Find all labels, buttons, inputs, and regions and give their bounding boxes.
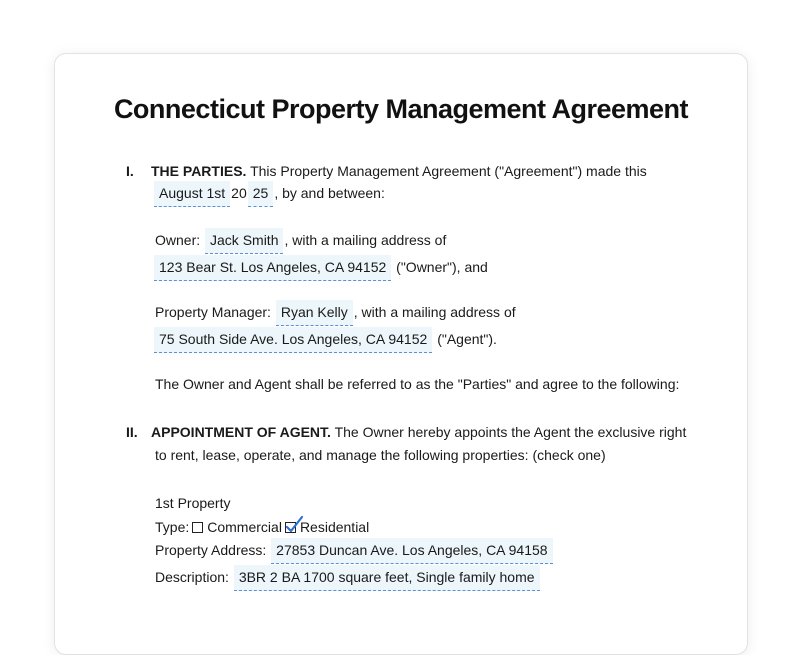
agreement-date-line: [153, 181, 385, 207]
parties-intro-text: This Property Management Agreement ("Agreement") made this: [250, 163, 647, 179]
year-prefix: 20: [231, 185, 247, 201]
commercial-option-label: Commercial: [207, 519, 282, 535]
property-address-field[interactable]: 27853 Duncan Ave. Los Angeles, CA 94158: [271, 538, 552, 564]
agreement-date-field[interactable]: August 1st: [154, 181, 230, 207]
manager-name-field[interactable]: Ryan Kelly: [276, 300, 353, 326]
section-numeral-appointment: II.: [126, 424, 138, 440]
date-line-end: , by and between:: [274, 185, 385, 201]
manager-label: Property Manager:: [155, 304, 271, 320]
property-description-line: [155, 565, 541, 591]
section-numeral-parties: I.: [126, 163, 134, 179]
manager-address-line: [153, 327, 497, 353]
owner-name-line: [155, 228, 446, 254]
appointment-line-1: [151, 422, 686, 442]
owner-address-line: [153, 255, 488, 281]
document-page: [54, 53, 748, 655]
owner-name-field[interactable]: Jack Smith: [205, 228, 283, 254]
property-heading: 1st Property: [155, 495, 231, 511]
manager-name-line: [155, 300, 516, 326]
manager-mailing-text: , with a mailing address of: [353, 304, 516, 320]
manager-suffix: ("Agent").: [437, 331, 497, 347]
owner-address-field[interactable]: 123 Bear St. Los Angeles, CA 94152: [154, 255, 391, 281]
agreement-year-field[interactable]: 25: [248, 181, 274, 207]
appointment-text-1: The Owner hereby appoints the Agent the exclusive right: [334, 424, 687, 440]
property-type-line: [155, 517, 369, 537]
type-label: Type:: [155, 519, 190, 535]
checkmark-icon: [285, 514, 305, 534]
appointment-text-2: to rent, lease, operate, and manage the following properties: (check one): [155, 447, 606, 463]
parties-statement: The Owner and Agent shall be referred to as the "Parties" and agree to the following:: [155, 376, 680, 392]
owner-label: Owner:: [155, 232, 201, 248]
residential-checkbox[interactable]: [285, 522, 296, 533]
property-description-field[interactable]: 3BR 2 BA 1700 square feet, Single family home: [234, 565, 540, 591]
section-heading-appointment: APPOINTMENT OF AGENT.: [151, 424, 331, 440]
owner-suffix: ("Owner"), and: [396, 259, 488, 275]
document-title: Connecticut Property Management Agreement: [113, 94, 689, 124]
manager-address-field[interactable]: 75 South Side Ave. Los Angeles, CA 94152: [154, 327, 432, 353]
owner-mailing-text: , with a mailing address of: [284, 232, 447, 248]
commercial-checkbox[interactable]: [192, 522, 203, 533]
parties-intro-line: [151, 161, 647, 181]
property-address-label: Property Address:: [155, 542, 267, 558]
section-heading-parties: THE PARTIES.: [151, 163, 247, 179]
residential-option-label: Residential: [299, 519, 370, 535]
property-address-line: [155, 538, 554, 564]
property-description-label: Description:: [155, 569, 229, 585]
